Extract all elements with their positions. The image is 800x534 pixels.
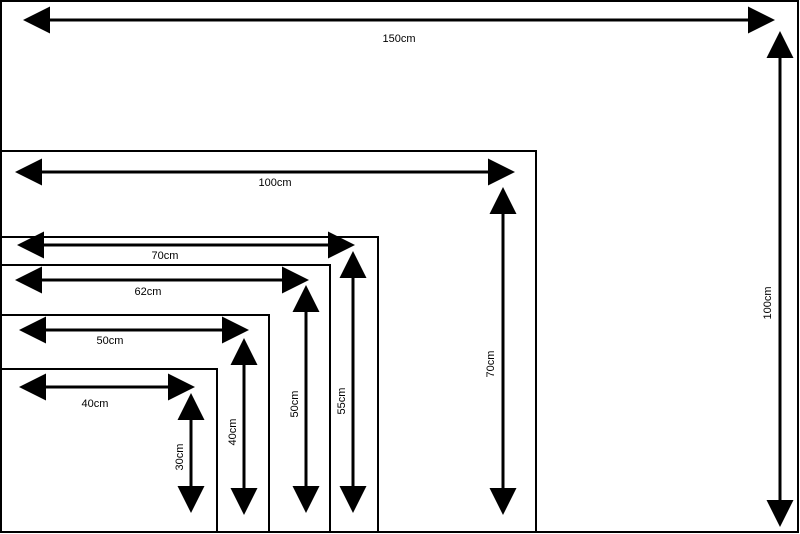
dim-50cm-width-label: 50cm [96, 335, 124, 347]
dim-55cm-height-label: 55cm [336, 387, 348, 415]
frame-100cm [1, 1, 798, 532]
dim-50cm-height-label: 50cm [289, 390, 301, 418]
dim-70cm-height-label: 70cm [485, 350, 497, 378]
dim-100cm-height-label: 100cm [762, 286, 774, 320]
dim-30cm-height-label: 30cm [174, 443, 186, 471]
frames-group [1, 1, 798, 532]
dim-100cm-width-label: 100cm [258, 177, 292, 189]
dim-62cm-width-label: 62cm [134, 286, 162, 298]
frame-50cm [1, 265, 330, 532]
dim-70cm-width-label: 70cm [151, 250, 179, 262]
dim-150cm-label: 150cm [382, 33, 416, 45]
dim-40cm-width-label: 40cm [81, 398, 109, 410]
horizontal-dimensions-group [18, 20, 772, 387]
dim-40cm-height-label: 40cm [227, 418, 239, 446]
